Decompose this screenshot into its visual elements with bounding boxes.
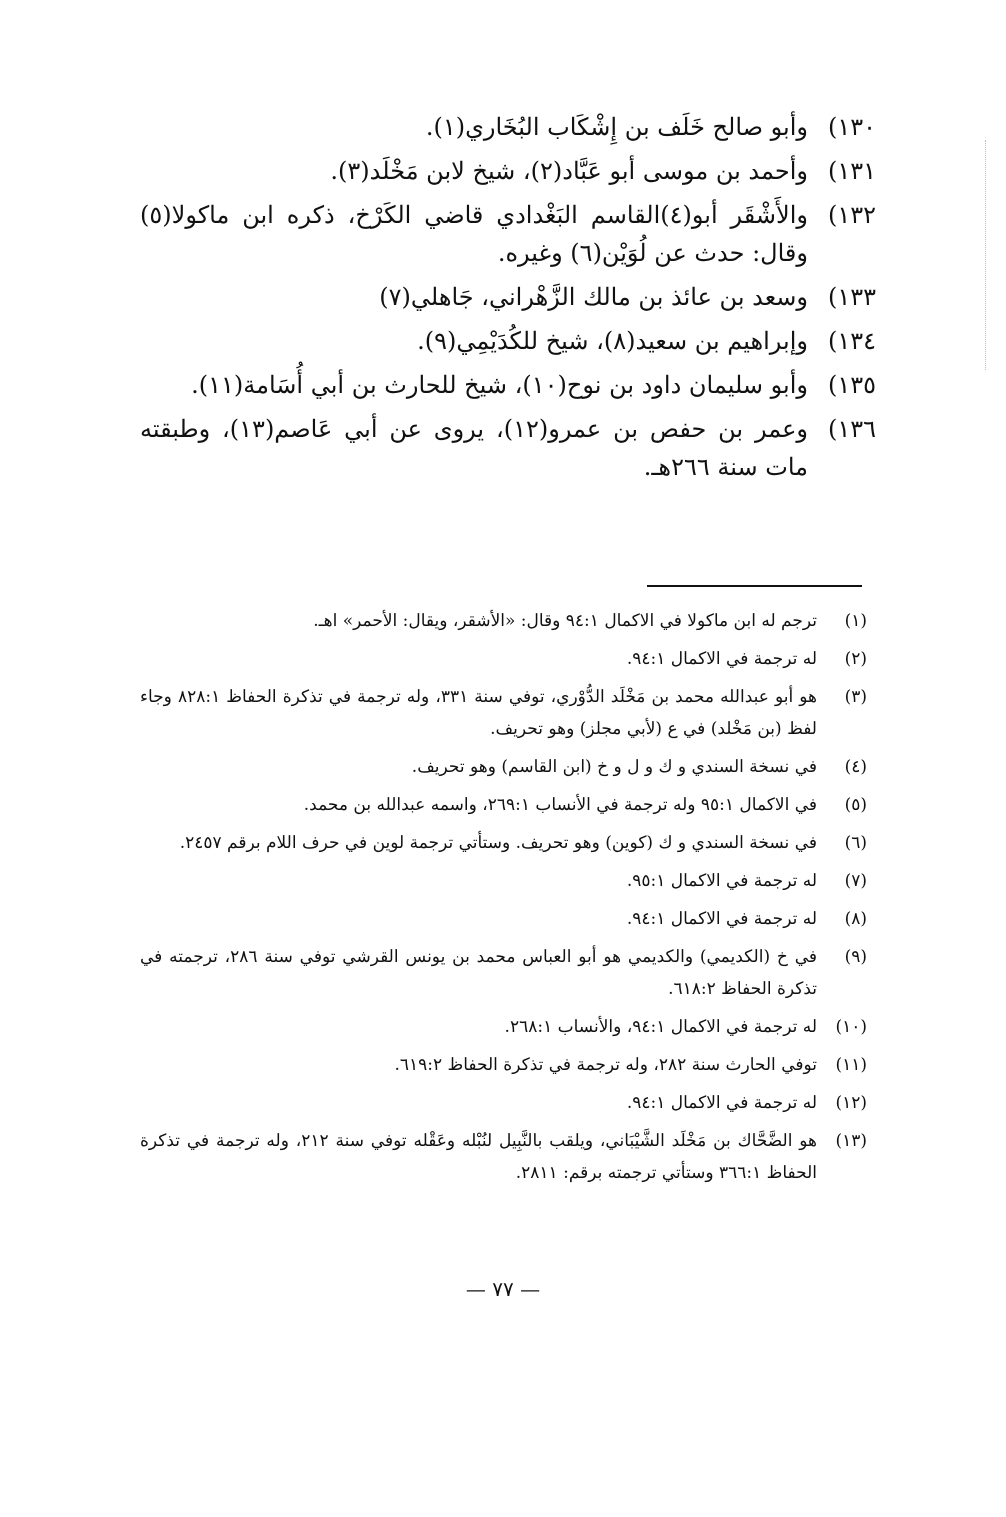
entry-number: ١٣٠) — [827, 113, 876, 141]
footnote-text: هو الضَّحَّاك بن مَخْلَد الشَّيْبَاني، ويلقب بالنَّبِيل لنُبْله وعَقْله توفي سنة ٢١٢، وله ترجمة في تذكرة الحفاظ ٣٦٦:١ وستأتي ترجمته برقم: ٢٨١١. — [140, 1131, 817, 1183]
entry-number: ١٣١) — [827, 157, 876, 185]
footnote-number: (٨) — [844, 909, 867, 929]
page-edge-mark — [985, 140, 986, 370]
footnote-text: في الاكمال ٩٥:١ وله ترجمة في الأنساب ٢٦٩:١، واسمه عبدالله بن محمد. — [303, 795, 817, 815]
entry-text: وأحمد بن موسى أبو عَبَّاد(٢)، شيخ لابن مَخْلَد(٣). — [330, 157, 808, 185]
footnote-text: له ترجمة في الاكمال ٩٤:١. — [626, 649, 817, 669]
entry-134 — [140, 322, 876, 360]
footnote-number: (١٢) — [835, 1093, 867, 1113]
footnote-number: (١٠) — [835, 1017, 867, 1037]
entry-number: ١٣٦) — [827, 415, 876, 443]
entry-133 — [140, 278, 876, 316]
entry-number: ١٣٢) — [827, 201, 876, 229]
footnote-number: (١٣) — [835, 1131, 867, 1151]
entry-135 — [140, 366, 876, 404]
entry-list — [140, 108, 876, 486]
footnote-number: (١) — [844, 611, 867, 631]
footnote-separator — [647, 585, 862, 587]
entry-number: ١٣٤) — [827, 327, 876, 355]
footnote-11 — [140, 1049, 867, 1081]
footnote-text: ترجم له ابن ماكولا في الاكمال ٩٤:١ وقال: «الأشقر، ويقال: الأحمر» اهـ. — [313, 611, 817, 631]
entry-132 — [140, 196, 876, 272]
entry-number: ١٣٥) — [827, 371, 876, 399]
footnote-8 — [140, 903, 867, 935]
footnote-text: في خ (الكديمي) والكديمي هو أبو العباس محمد بن يونس القرشي توفي سنة ٢٨٦، ترجمته في تذكرة الحفاظ ٦١٨:٢. — [140, 947, 817, 999]
entry-number: ١٣٣) — [827, 283, 876, 311]
footnote-10 — [140, 1011, 867, 1043]
entry-136 — [140, 410, 876, 486]
footnote-9 — [140, 941, 867, 1005]
footnote-number: (٢) — [844, 649, 867, 669]
footnote-4 — [140, 751, 867, 783]
footnote-text: له ترجمة في الاكمال ٩٥:١. — [626, 871, 817, 891]
footnote-number: (٣) — [844, 687, 867, 707]
footnote-12 — [140, 1087, 867, 1119]
footnote-text: له ترجمة في الاكمال ٩٤:١، والأنساب ٢٦٨:١. — [504, 1017, 817, 1037]
footnote-number: (١١) — [835, 1055, 867, 1075]
entry-130 — [140, 108, 876, 146]
footnote-number: (٩) — [844, 947, 867, 967]
footnote-number: (٥) — [844, 795, 867, 815]
entry-text: والأَشْقَر أبو(٤)القاسم البَغْدادي قاضي الكَرْخ، ذكره ابن ماكولا(٥) وقال: حدث عن لُوَيْن(٦) وغيره. — [140, 201, 808, 267]
footnote-7 — [140, 865, 867, 897]
footnote-6 — [140, 827, 867, 859]
entry-text: وإبراهيم بن سعيد(٨)، شيخ للكُدَيْمِي(٩). — [417, 327, 808, 355]
footnote-text: توفي الحارث سنة ٢٨٢، وله ترجمة في تذكرة الحفاظ ٦١٩:٢. — [394, 1055, 817, 1075]
footnote-text: له ترجمة في الاكمال ٩٤:١. — [626, 1093, 817, 1113]
footnote-text: في نسخة السندي و ك و ل و خ (ابن القاسم) وهو تحريف. — [411, 757, 817, 777]
footnote-13 — [140, 1125, 867, 1189]
footnote-text: هو أبو عبدالله محمد بن مَخْلَد الدُّوْري، توفي سنة ٣٣١، وله ترجمة في تذكرة الحفاظ ٨٢٨:١ وجاء لفظ (بن مَخْلد) في ع (لأبي مجلز) وهو تحريف. — [140, 687, 818, 739]
entry-text: وأبو سليمان داود بن نوح(١٠)، شيخ للحارث بن أبي أُسَامة(١١). — [191, 371, 808, 399]
footnote-text: في نسخة السندي و ك (كوين) وهو تحريف. وستأتي ترجمة لوين في حرف اللام برقم ٢٤٥٧. — [179, 833, 817, 853]
footnote-5 — [140, 789, 867, 821]
entry-131 — [140, 152, 876, 190]
entry-text: وعمر بن حفص بن عمرو(١٢)، يروى عن أبي عَاصم(١٣)، وطبقته مات سنة ٢٦٦هـ. — [140, 415, 808, 481]
footnote-number: (٧) — [844, 871, 867, 891]
footnote-number: (٤) — [844, 757, 867, 777]
entry-text: وسعد بن عائذ بن مالك الزَّهْراني، جَاهلي(٧) — [379, 283, 808, 311]
footnote-3 — [140, 681, 867, 745]
footnote-1 — [140, 605, 867, 637]
entry-text: وأبو صالح خَلَف بن إِشْكَاب البُخَاري(١). — [425, 113, 808, 141]
footnote-text: له ترجمة في الاكمال ٩٤:١. — [626, 909, 817, 929]
footnote-number: (٦) — [844, 833, 867, 853]
footnote-list — [140, 605, 867, 1189]
footnote-2 — [140, 643, 867, 675]
page-number: — ٧٧ — — [465, 1277, 541, 1301]
